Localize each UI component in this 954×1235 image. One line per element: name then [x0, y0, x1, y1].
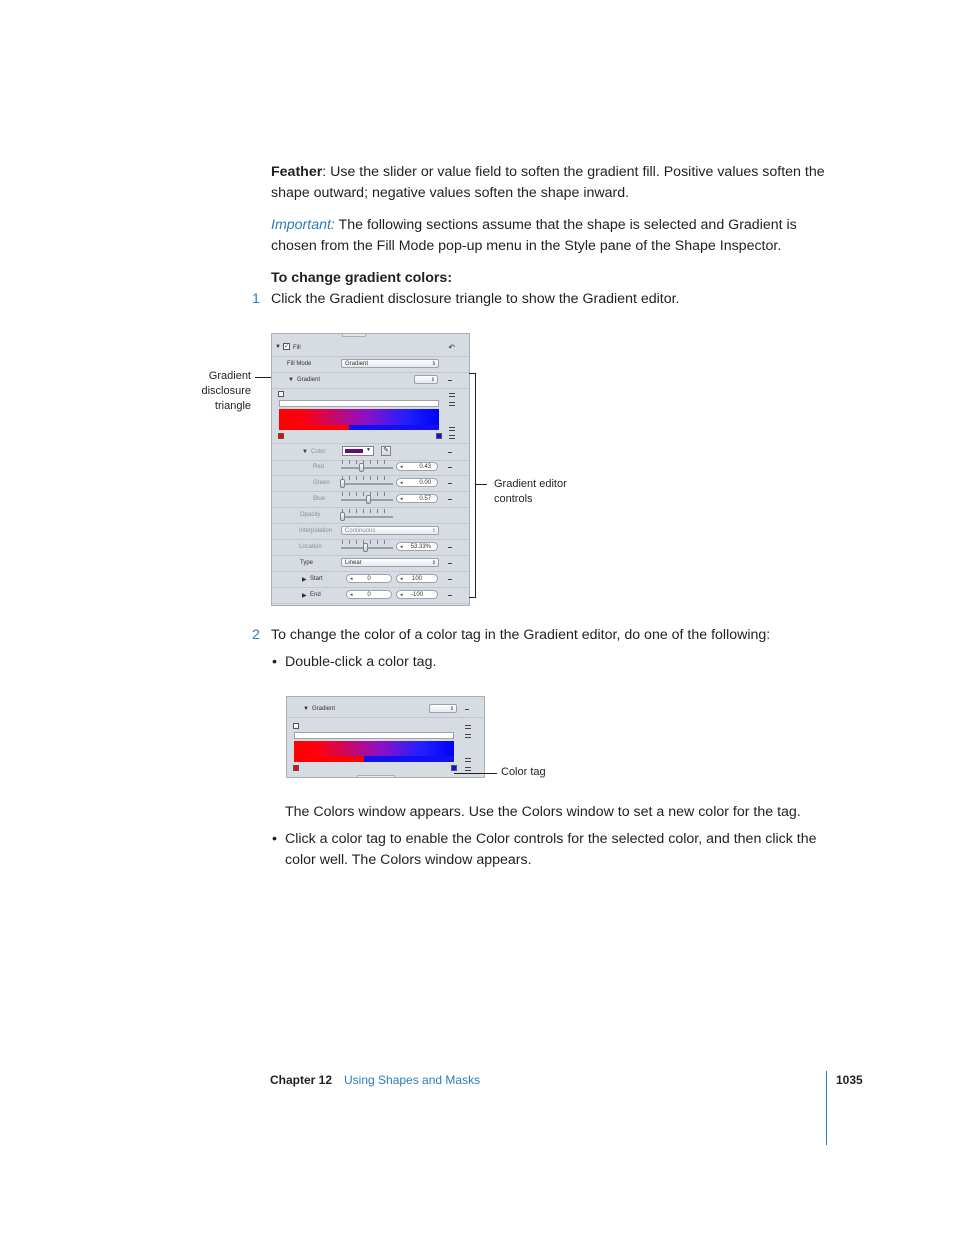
slider-ticks: [342, 476, 390, 480]
bracket-vertical: [475, 373, 476, 598]
minus-icon[interactable]: [448, 547, 452, 548]
location-row: [272, 539, 469, 556]
opacity-slider-knob[interactable]: [340, 512, 345, 521]
footer-page-number: 1035: [836, 1073, 863, 1087]
minus-icon[interactable]: [448, 380, 452, 381]
tag-menu-icon[interactable]: [465, 733, 471, 739]
bullet-text: Double-click a color tag.: [285, 654, 437, 670]
gradient-preview-bar: [279, 409, 439, 425]
gradient-preset-popup[interactable]: [414, 375, 438, 384]
tag-menu-icon[interactable]: [449, 426, 455, 432]
step-number: 2: [252, 627, 260, 643]
color-tag-blue[interactable]: [436, 433, 442, 439]
gradient-disclosure-triangle-icon[interactable]: ▼: [303, 706, 309, 712]
step-text: Click the Gradient disclosure triangle to show the Gradient editor.: [271, 291, 680, 307]
green-slider-knob[interactable]: [340, 479, 345, 488]
task-heading: To change gradient colors:: [271, 270, 453, 286]
popup-arrows-icon: ⇕: [431, 361, 436, 367]
step-number: 1: [252, 291, 260, 307]
slider-ticks: [342, 509, 390, 513]
popup-arrows-icon: ⇕: [430, 377, 435, 383]
gradient-row: [272, 372, 469, 389]
end-x-value: 0: [367, 592, 371, 598]
important-paragraph: [271, 215, 831, 257]
location-label: Location: [299, 544, 322, 550]
opacity-label: Opacity: [300, 512, 321, 518]
bullet-mark: •: [272, 654, 277, 670]
fill-checkbox[interactable]: ✓: [284, 344, 290, 350]
opacity-slider-track[interactable]: [341, 516, 393, 518]
opacity-row: [272, 507, 469, 524]
chevron-down-icon: ▼: [366, 447, 371, 453]
red-slider-knob[interactable]: [359, 463, 364, 472]
tag-menu-icon[interactable]: [465, 724, 471, 730]
gradient-disclosure-triangle-icon[interactable]: ▼: [288, 377, 294, 383]
red-row: [272, 459, 469, 476]
reset-arrow-icon[interactable]: ↶: [448, 343, 455, 352]
green-label: Green: [313, 480, 330, 486]
callout-line: Gradient editor: [494, 478, 567, 490]
blue-row: [272, 491, 469, 508]
minus-icon[interactable]: [448, 595, 452, 596]
green-value-field[interactable]: ◂ 0.00: [396, 478, 438, 487]
color-bar-red[interactable]: [294, 756, 364, 762]
bullet-mark: •: [272, 831, 277, 847]
end-x-field[interactable]: ◂ 0: [346, 590, 392, 599]
location-value-field[interactable]: ◂ 53.33%: [396, 542, 438, 551]
green-row: [272, 475, 469, 492]
start-row: [272, 571, 469, 588]
feather-paragraph: [271, 162, 831, 204]
start-disclosure-triangle-icon[interactable]: ▶: [302, 577, 307, 583]
type-value: Linear: [345, 560, 362, 566]
minus-icon[interactable]: [448, 452, 452, 453]
blue-value-field[interactable]: ◂ 0.57: [396, 494, 438, 503]
callout-gradient-disclosure: [190, 369, 251, 414]
shape-inspector-panel: [271, 333, 470, 606]
footer-chapter: Chapter 12: [270, 1073, 333, 1087]
opacity-bar[interactable]: [294, 732, 454, 739]
minus-icon[interactable]: [448, 563, 452, 564]
interpolation-row: [272, 523, 469, 540]
callout-line: Gradient: [208, 370, 251, 382]
end-disclosure-triangle-icon[interactable]: ▶: [302, 593, 307, 599]
step-text: To change the color of a color tag in the Gradient editor, do one of the following:: [271, 627, 771, 643]
red-slider-track[interactable]: [341, 467, 393, 469]
gradient-label: Gradient: [297, 377, 321, 383]
red-value: 0.43: [419, 464, 431, 470]
color-bar-blue[interactable]: [364, 756, 454, 762]
popup-arrows-icon: ⇕: [449, 706, 454, 712]
color-tag-red[interactable]: [278, 433, 284, 439]
blue-slider-knob[interactable]: [366, 495, 371, 504]
bracket-bottom: [469, 597, 475, 598]
gradient-editor-panel: [286, 696, 485, 778]
panel-tab-edge: [342, 333, 366, 337]
color-label: Color: [311, 449, 326, 455]
interpolation-popup[interactable]: [341, 526, 439, 535]
minus-icon[interactable]: [448, 579, 452, 580]
tag-menu-icon[interactable]: [449, 434, 455, 440]
callout-color-tag: Color tag: [501, 766, 546, 778]
fill-mode-row: [272, 356, 469, 373]
interpolation-label: Interpolation: [299, 528, 333, 534]
color-disclosure-triangle-icon[interactable]: ▼: [302, 449, 308, 455]
bullet-text: Click a color tag to enable the Color controls for the selected color, and then click the color well. The Colors window appears.: [285, 831, 817, 868]
important-text: The following sections assume that the shape is selected and Gradient is chosen from the Fill Mode pop-up menu in the Style pane of the Shape Inspector.: [271, 217, 797, 254]
feather-term: Feather: [271, 164, 323, 180]
end-row: [272, 587, 469, 604]
end-label: End: [310, 592, 321, 598]
start-x-value: 0: [367, 576, 371, 582]
green-slider-track[interactable]: [341, 483, 393, 485]
type-label: Type: [300, 560, 314, 566]
color-tag-red[interactable]: [293, 765, 299, 771]
opacity-tag[interactable]: [278, 391, 284, 397]
opacity-bar[interactable]: [279, 400, 439, 407]
tag-menu-icon[interactable]: [465, 766, 471, 772]
important-term: Important:: [271, 217, 335, 233]
start-label: Start: [310, 576, 323, 582]
color-tag-blue[interactable]: [451, 765, 457, 771]
footer-chapter-title[interactable]: Using Shapes and Masks: [344, 1073, 481, 1087]
slider-ticks: [342, 460, 390, 464]
interpolation-value: Continuous: [345, 528, 376, 534]
start-y-field[interactable]: ◂ 100: [396, 574, 438, 583]
gradient-preset-popup[interactable]: [429, 704, 457, 713]
end-y-field[interactable]: ◂ -100: [396, 590, 438, 599]
blue-value: 0.57: [419, 496, 431, 502]
gradient-row: [287, 701, 484, 718]
callout-line: triangle: [214, 400, 251, 412]
tag-menu-icon[interactable]: [449, 392, 455, 398]
red-label: Red: [313, 464, 325, 470]
blue-label: Blue: [313, 496, 326, 502]
color-well[interactable]: [342, 446, 374, 456]
end-y-value: -100: [410, 592, 423, 598]
disclosure-triangle-icon[interactable]: ▼: [275, 344, 281, 350]
minus-icon[interactable]: [448, 499, 452, 500]
color-bar-red[interactable]: [279, 425, 349, 430]
fill-mode-popup[interactable]: [341, 359, 439, 368]
fill-mode-label: Fill Mode: [287, 361, 312, 367]
color-bar-blue[interactable]: [349, 425, 439, 430]
colors-window-note: The Colors window appears. Use the Colors window to set a new color for the tag.: [285, 804, 801, 820]
popup-arrows-icon: ⇕: [431, 528, 436, 534]
popup-arrows-icon: ⇕: [431, 560, 436, 566]
footer-divider: [826, 1071, 827, 1145]
callout-leader-line: [475, 484, 487, 485]
gradient-label: Gradient: [312, 706, 336, 712]
type-row: [272, 555, 469, 572]
green-value: 0.00: [419, 480, 431, 486]
eyedropper-icon[interactable]: ✎: [381, 446, 391, 456]
location-value: 53.33%: [410, 544, 431, 550]
location-slider-knob[interactable]: [363, 543, 368, 552]
gradient-preview-bar: [294, 741, 454, 756]
start-y-value: 100: [411, 576, 422, 582]
tag-menu-icon[interactable]: [465, 757, 471, 763]
minus-icon[interactable]: [465, 709, 469, 710]
callout-line: disclosure: [201, 385, 251, 397]
callout-leader-line: [454, 773, 497, 774]
fill-label: Fill: [293, 345, 301, 351]
tag-menu-icon[interactable]: [449, 401, 455, 407]
feather-text: : Use the slider or value field to soften the gradient fill. Positive values soften the shape outward; negative values soften the shape inward.: [271, 164, 825, 201]
callout-line: controls: [494, 493, 533, 505]
start-x-field[interactable]: ◂ 0: [346, 574, 392, 583]
partial-field-edge: [357, 775, 395, 778]
fill-row: [272, 340, 469, 357]
red-value-field[interactable]: ◂ 0.43: [396, 462, 438, 471]
minus-icon[interactable]: [448, 483, 452, 484]
type-popup[interactable]: [341, 558, 439, 567]
minus-icon[interactable]: [448, 467, 452, 468]
fill-mode-value: Gradient: [345, 361, 369, 367]
opacity-tag[interactable]: [293, 723, 299, 729]
callout-editor-controls: [494, 477, 567, 507]
color-swatch: [345, 449, 363, 453]
